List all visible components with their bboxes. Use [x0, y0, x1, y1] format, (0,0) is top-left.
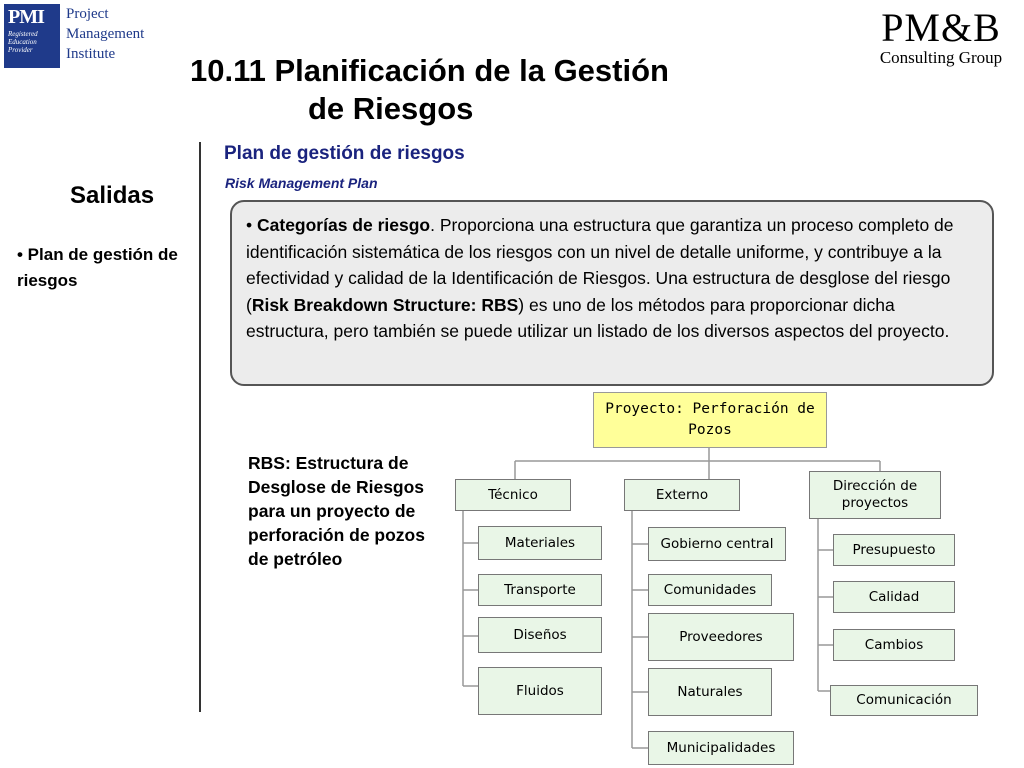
- callout-rbs-term: Risk Breakdown Structure: RBS: [251, 294, 519, 315]
- outputs-bullet: • Plan de gestión de riesgos: [17, 245, 178, 290]
- rbs-leaf-transporte: Transporte: [478, 574, 602, 606]
- pmi-name-line: Institute: [66, 46, 116, 62]
- rbs-leaf-naturales: Naturales: [648, 668, 772, 716]
- rbs-leaf-fluidos: Fluidos: [478, 667, 602, 715]
- callout-bullet: •: [246, 215, 257, 235]
- callout-text: . Proporciona una estructura que garantiza un proceso completo de identificación sistemática de los riesgos con un nivel de detalle uniforme, y contribuye a la efectividad y calidad de la Identificación de Riesgos. Una estructura de desglose del riesgo (: [246, 215, 954, 315]
- rbs-leaf-municipalidades: Municipalidades: [648, 731, 794, 765]
- slide-title-line2: de Riesgos: [308, 91, 474, 126]
- pmi-name-line: Management: [66, 26, 145, 42]
- rbs-leaf-calidad: Calidad: [833, 581, 955, 613]
- pmb-logo-sub: Consulting Group: [879, 48, 1003, 67]
- rbs-leaf-comunicacion: Comunicación: [830, 685, 978, 716]
- slide-title-line1: 10.11 Planificación de la Gestión: [190, 53, 669, 88]
- section-subtitle: Plan de gestión de riesgos: [224, 143, 465, 164]
- section-subtitle-english: Risk Management Plan: [225, 175, 378, 191]
- pmi-registered-line: Provider: [8, 46, 33, 54]
- rbs-branch-direccion: Dirección de proyectos: [809, 471, 941, 519]
- rbs-root-node: Proyecto: Perforación de Pozos: [593, 392, 827, 448]
- pmb-logo-main: PM&B: [881, 5, 1001, 50]
- callout-text: ) es uno de los métodos para proporcionar dicha estructura, pero también se puede utilizar un listado de los diversos aspectos del proyecto.: [246, 294, 950, 341]
- rbs-leaf-cambios: Cambios: [833, 629, 955, 661]
- pmi-registered-line: Registered: [8, 30, 38, 38]
- callout-term: Categorías de riesgo: [257, 215, 431, 235]
- pmi-registered-line: Education: [8, 38, 37, 46]
- rbs-branch-tecnico: Técnico: [455, 479, 571, 511]
- rbs-leaf-materiales: Materiales: [478, 526, 602, 560]
- rbs-caption: RBS: Estructura de Desglose de Riesgos para un proyecto de perforación de pozos de petróleo: [248, 453, 425, 569]
- rbs-leaf-gobierno-central: Gobierno central: [648, 527, 786, 561]
- rbs-leaf-presupuesto: Presupuesto: [833, 534, 955, 566]
- pmi-name-line: Project: [66, 6, 109, 22]
- pmi-logo-letters: PMI: [8, 6, 44, 28]
- rbs-leaf-disenos: Diseños: [478, 617, 602, 653]
- rbs-leaf-comunidades: Comunidades: [648, 574, 772, 606]
- outputs-heading: Salidas: [70, 182, 155, 209]
- rbs-leaf-proveedores: Proveedores: [648, 613, 794, 661]
- rbs-branch-externo: Externo: [624, 479, 740, 511]
